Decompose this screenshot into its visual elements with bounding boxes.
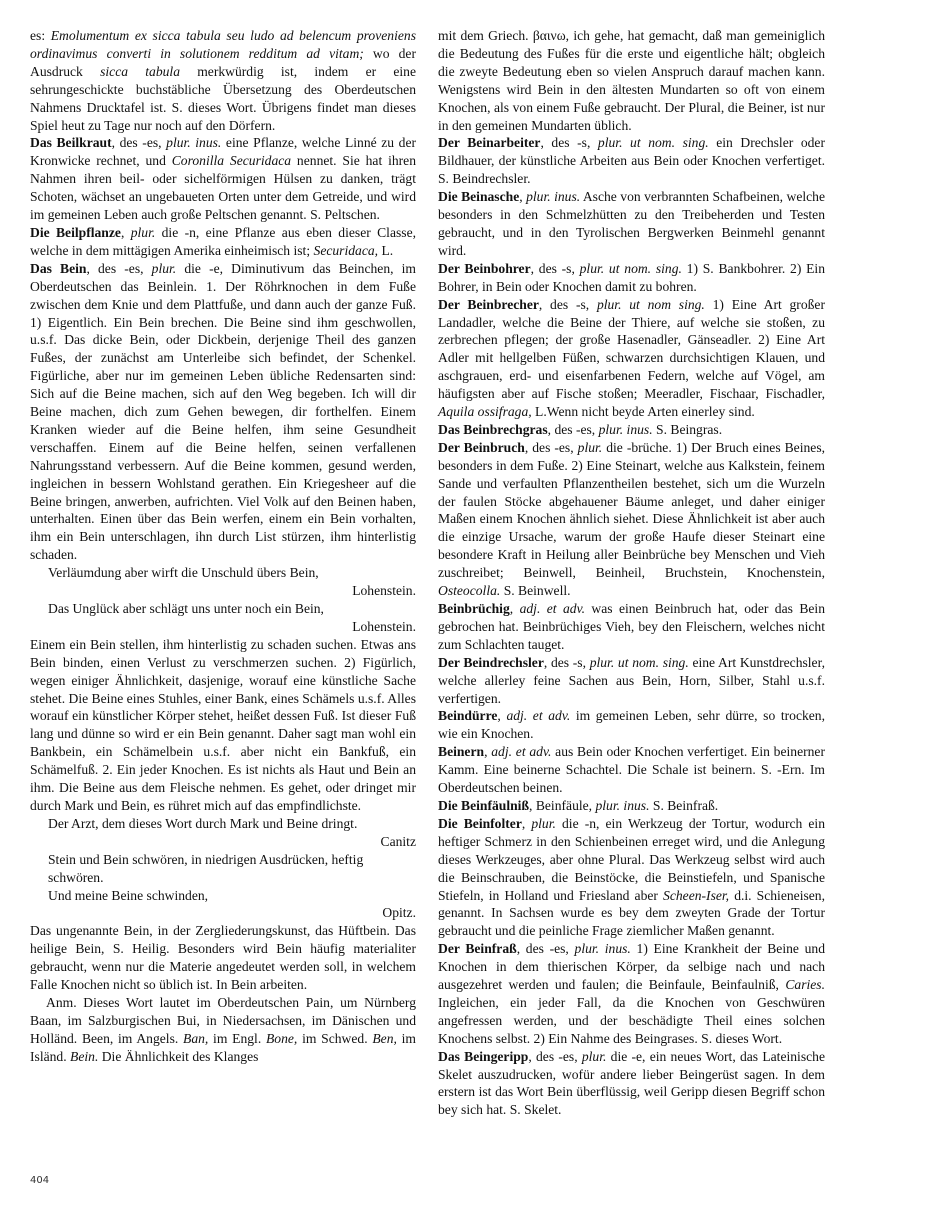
entry-bein-senses: Das ungenannte Bein, in der Zergliederungskunst, das Hüftbein. Das heilige Bein, S. Heilig. Besonders wird Bein häufig materialiter gebraucht, wenn nur die Materie angedeutet werden soll, in welchem Falle Knochen nicht so üblich ist. In Bein arbeiten. [30,923,416,993]
headword: Der Beinbohrer [438,260,531,276]
entry-bein: Das Bein, des -es, plur. die -e, Diminutivum das Beinchen, im Oberdeutschen das Beinlein. 1. Der Röhrknochen in dem Fuße zwischen dem Knie und dem Plattfuße, und dann auch der ganze Fuß. 1) Eigentlich. Ein Bein brechen. Die Beine sind ihm geschwollen, u.s.f. Das dicke Bein, oder Dickbein, derjenige Theil des ganzen Fußes, der zunächst am Unterleibe sich befindet, der Schenkel. Figürliche, aber nur im gemeinen Leben übliche Redensarten sind: Sich auf die Beine machen, sich auf den Weg begeben. Ich will dir Beine machen, dich zum Gehen bewegen, dir forthelfen. Einem Kranken wieder auf die Beine helfen, ihm seine Gesundheit verschaffen. Einem auf die Beine helfen, seinen verfallenen Nahrungsstand verbessern. Auf die Beine kommen, gesund werden, ingleichen in bessern Wohlstand gerathen. Ein Kriegesheer auf die Beine bringen, anwerben, aufrichten. Viel Volk auf den Beinen haben, unterhalten. Einen über das Bein werfen, einem ein Bein vorhalten, ihm ein Bein unterschlagen, ihn durch List stürzen, ihm hinterlistig schaden. [30,260,417,563]
entry-beinbohrer: Der Beinbohrer, des -s, plur. ut nom. sing. 1) S. Bankbohrer. 2) Ein Bohrer, in Bein oder Knochen damit zu bohren. [438,260,825,294]
quote-verse: Verläumdung aber wirft die Unschuld übers Bein, [48,565,319,581]
entry-bein-note: Anm. Dieses Wort lautet im Oberdeutschen Pain, um Nürnberg Baan, im Salzburgischen Bui, in Niedersachsen, im Dänischen und Holländ. Been, im Angels. Ban, im Engl. Bone, im Schwed. Ben, im Isländ. Bein. Die Ähnlichkeit des Klanges [30,994,417,1064]
right-column [438,27,825,1119]
quote-attribution: Lohenstein. [352,618,416,634]
page-number: 404 [30,1175,50,1186]
entry-beinfolter: Die Beinfolter, plur. die -n, ein Werkzeug der Tortur, wodurch ein heftiger Schmerz in den Schienbeinen erreget wird, und die Anlegung dieses Werkzeuges, aber ohne Plural. Das Werkzeug selbst wird auch die Beinschrauben, die Beinstöcke, die Beinstiefeln, und Spanische Stiefeln, in Holland und Friesland aber Scheen-Iser, d.i. Schieneisen, genannt. In Sachsen wurde es bey dem zweyten Grade der Tortur gebraucht und die peinliche Frage ziemlicher Maßen genannt. [438,815,826,939]
entry-beinasche: Die Beinasche, plur. inus. Asche von verbrannten Schafbeinen, welche besonders in den Schmelzhütten zu den Treibeherden und Testen gebraucht, und in den Tyrolischen Bergwerken Beinmehl genannt wird. [438,189,825,258]
headword: Das Beingeripp [438,1048,529,1064]
headword: Das Bein [30,260,87,276]
entry-beinbruch: Der Beinbruch, des -es, plur. die -brüche. 1) Der Bruch eines Beines, besonders in dem Fuße. 2) Eine Steinart, welche aus Kalkstein, feinem Sande und verfaulten Pflanzentheilen bestehet, sich um die Wurzeln der faulen Stöcke abgehauener Bäume anleget, und daher einiger Maßen einem Knochen ähnlich siehet. Diese Ähnlichkeit ist aber auch die einzige Ursache, warum der große Haufe dieser Steinart eine besondere Kraft in Heilung aller Beinbrüche bey Menschen und Vieh zuschreibet; Beinwell, Beinheil, Bruchstein, Knochenstein, Osteocolla. S. Beinwell. [438,439,826,599]
quote-attribution: Canitz [380,833,416,849]
headword: Die Beilpflanze [30,224,121,240]
quote-verse: Das Unglück aber schlägt uns unter noch ein Bein, [48,601,324,616]
headword: Der Beinfraß [438,941,517,957]
entry-beindrechsler: Der Beindrechsler, des -s, plur. ut nom. sing. eine Art Kunstdrechsler, welche allerley feine Sachen aus Bein, Horn, Silber, Stahl u.s.f. verfertigen. [438,654,825,706]
entry-bein-continued: Einem ein Bein stellen, ihm hinterlistig zu schaden suchen. Etwas ans Bein binden, einen Verlust zu verschmerzen suchen. 2) Figürlich, wegen einiger Ähnlichkeit, dasjenige, worauf eine künstliche Sache stehet. Die Beine eines Stuhles, einer Bank, eines Schämels u.s.f. Alles worauf ein künstlicher Körper stehet, heißet dessen Fuß. Ist dieser Fuß lang und dünne so wird er ein Bein genannt. Daher sagt man wohl ein Bankbein, ein Schämelbein u.s.f. aber nicht ein Bankfuß, ein Schämelfuß. 2. Ein jeder Knochen. Es ist nichts als Haut und Bein an ihm. Die Beine aus dem Fleische nehmen. Es gehet, oder dringet mir durch Mark und Bein, es rühret mich auf das empfindlichste. [30,636,416,813]
headword: Beinbrüchig [438,601,510,616]
entry-beinern: Beinern, adj. et adv. aus Bein oder Knochen verfertiget. Ein beinerner Kamm. Eine beinerne Schachtel. Die Schale ist beinern. S. -Ern. Im Oberdeutschen beinen. [438,744,825,796]
entry-beinbrechgras: Das Beinbrechgras, des -es, plur. inus. S. Beingras. [438,421,723,437]
headword: Beindürre [438,708,498,724]
entry-beinbruechig: Beinbrüchig, adj. et adv. was einen Beinbruch hat, oder das Bein gebrochen hat. Beinbrüchiges Vieh, bey den Fleischern, welches nicht zum Schlachten tauget. [438,601,826,652]
entry-beinfaeulniss: Die Beinfäulniß, Beinfäule, plur. inus. S. Beinfraß. [438,797,719,813]
quote-verse: Und meine Beine schwinden, [48,887,209,903]
headword: Die Beinfolter [438,815,522,831]
headword: Der Beinbrecher [438,296,539,312]
headword: Das Beilkraut [30,135,112,151]
headword: Der Beinbruch [438,439,525,455]
headword: Die Beinasche [438,189,520,205]
entry-beilkraut: Das Beilkraut, des -es, plur. inus. eine Pflanze, welche Linné zu der Kronwicke rechnet, und Coronilla Securidaca nennet. Sie hat ihren Nahmen ihren beil- oder sichelförmigen Hülsen zu danken, trägt Schoten, wächset an ungebaueten Orten unter dem Getreide, und wird im gemeinen Leben auch große Peltschen genannt. S. Peltschen. [30,135,417,223]
entry-beinarbeiter: Der Beinarbeiter, des -s, plur. ut nom. sing. ein Drechsler oder Bildhauer, der künstliche Arbeiten aus Bein oder Knochen verfertiget. S. Beindrechsler. [438,135,825,187]
headword: Das Beinbrechgras [438,421,548,437]
quote-attribution: Opitz. [382,905,416,921]
entry-beilpflanze: Die Beilpflanze, plur. die -n, eine Pflanze aus eben dieser Classe, welche in dem mittägigen Amerika einheimisch ist; Securidaca, L. [30,224,417,258]
entry-beinbrecher: Der Beinbrecher, des -s, plur. ut nom sing. 1) Eine Art großer Landadler, welche die Beine der Thiere, auf welche sie stoßen, zu zerbrechen pflegen; der große Hasenadler, Gänseadler. 2) Eine Art Adler mit hellgelben Füßen, schwarzen durchsichtigen Klauen, und aschgrauen, erd- und eisenfarbenen Federn, welche auf Vögel, am häufigsten aber auf Fische stoßen; Meeradler, Fischaar, Fischadler, Aquila ossifraga, L.Wenn nicht beyde Arten einerley sind. [438,296,825,420]
headword: Der Beinarbeiter [438,135,541,151]
left-column [30,27,416,1066]
headword: Beinern [438,744,485,760]
entry-beingeripp: Das Beingeripp, des -es, plur. die -e, ein neues Wort, das Lateinische Skelet auszudrucken, wofür andere lieber Beingerüst sagen. In dem erstern ist das Wort Bein überflüssig, weil Geripp diesen Begriff schon bey sich hat. S. Skelet. [438,1048,825,1118]
quote-attribution: Lohenstein. [352,583,416,599]
headword: Die Beinfäulniß [438,797,530,813]
quote-verse: Der Arzt, dem dieses Wort durch Mark und Beine dringt. [48,815,358,831]
entry-beiltafel-continued: es: Emolumentum ex sicca tabula seu ludo ad belencum proveniens ordinavimus converti in solutionem redditum ad vitam; wo der Ausdruck sicca tabula merkwürdig ist, indem er eine sehrungeschickte buchstäbliche Übersetzung des Oberdeutschen Nahmens Drucktafel ist. S. dieses Wort. Übrigens findet man dieses Spiel heut zu Tage nur noch auf den Dörfern. [30,28,416,133]
entry-bein-note-continued: mit dem Griech. βαινω, ich gehe, hat gemacht, daß man gemeiniglich die Bedeutung des Fußes für die erste und eigentliche hält; obgleich die zweyte Bedeutung eben so vielen Anspruch darauf machen kann. Wenigstens wird Bein in den ältesten Mundarten so oft von einem Knochen, als von einem Fuße gebraucht. Der Plural, die Beiner, ist nur in den gemeinen Mundarten üblich. [438,28,825,133]
headword: Der Beindrechsler [438,654,544,670]
entry-beinduerre: Beindürre, adj. et adv. im gemeinen Leben, sehr dürre, so trocken, wie ein Knochen. [438,708,826,742]
quote-verse: Stein und Bein schwören, in niedrigen Ausdrücken, heftig schwören. [48,851,364,885]
entry-beinfrass: Der Beinfraß, des -es, plur. inus. 1) Eine Krankheit der Beine und Knochen in dem thierischen Körper, da selbige nach und nach ausgezehret werden und faulen; die Beinfaule, Beinfaulniß, Caries. Ingleichen, ein jeder Fall, da die Knochen von Geschwüren angefressen werden, und der beschädigte Theil eines solchen Knochens selbst. 2) Ein Nahme des Beingrases. S. dieses Wort. [438,941,826,1046]
